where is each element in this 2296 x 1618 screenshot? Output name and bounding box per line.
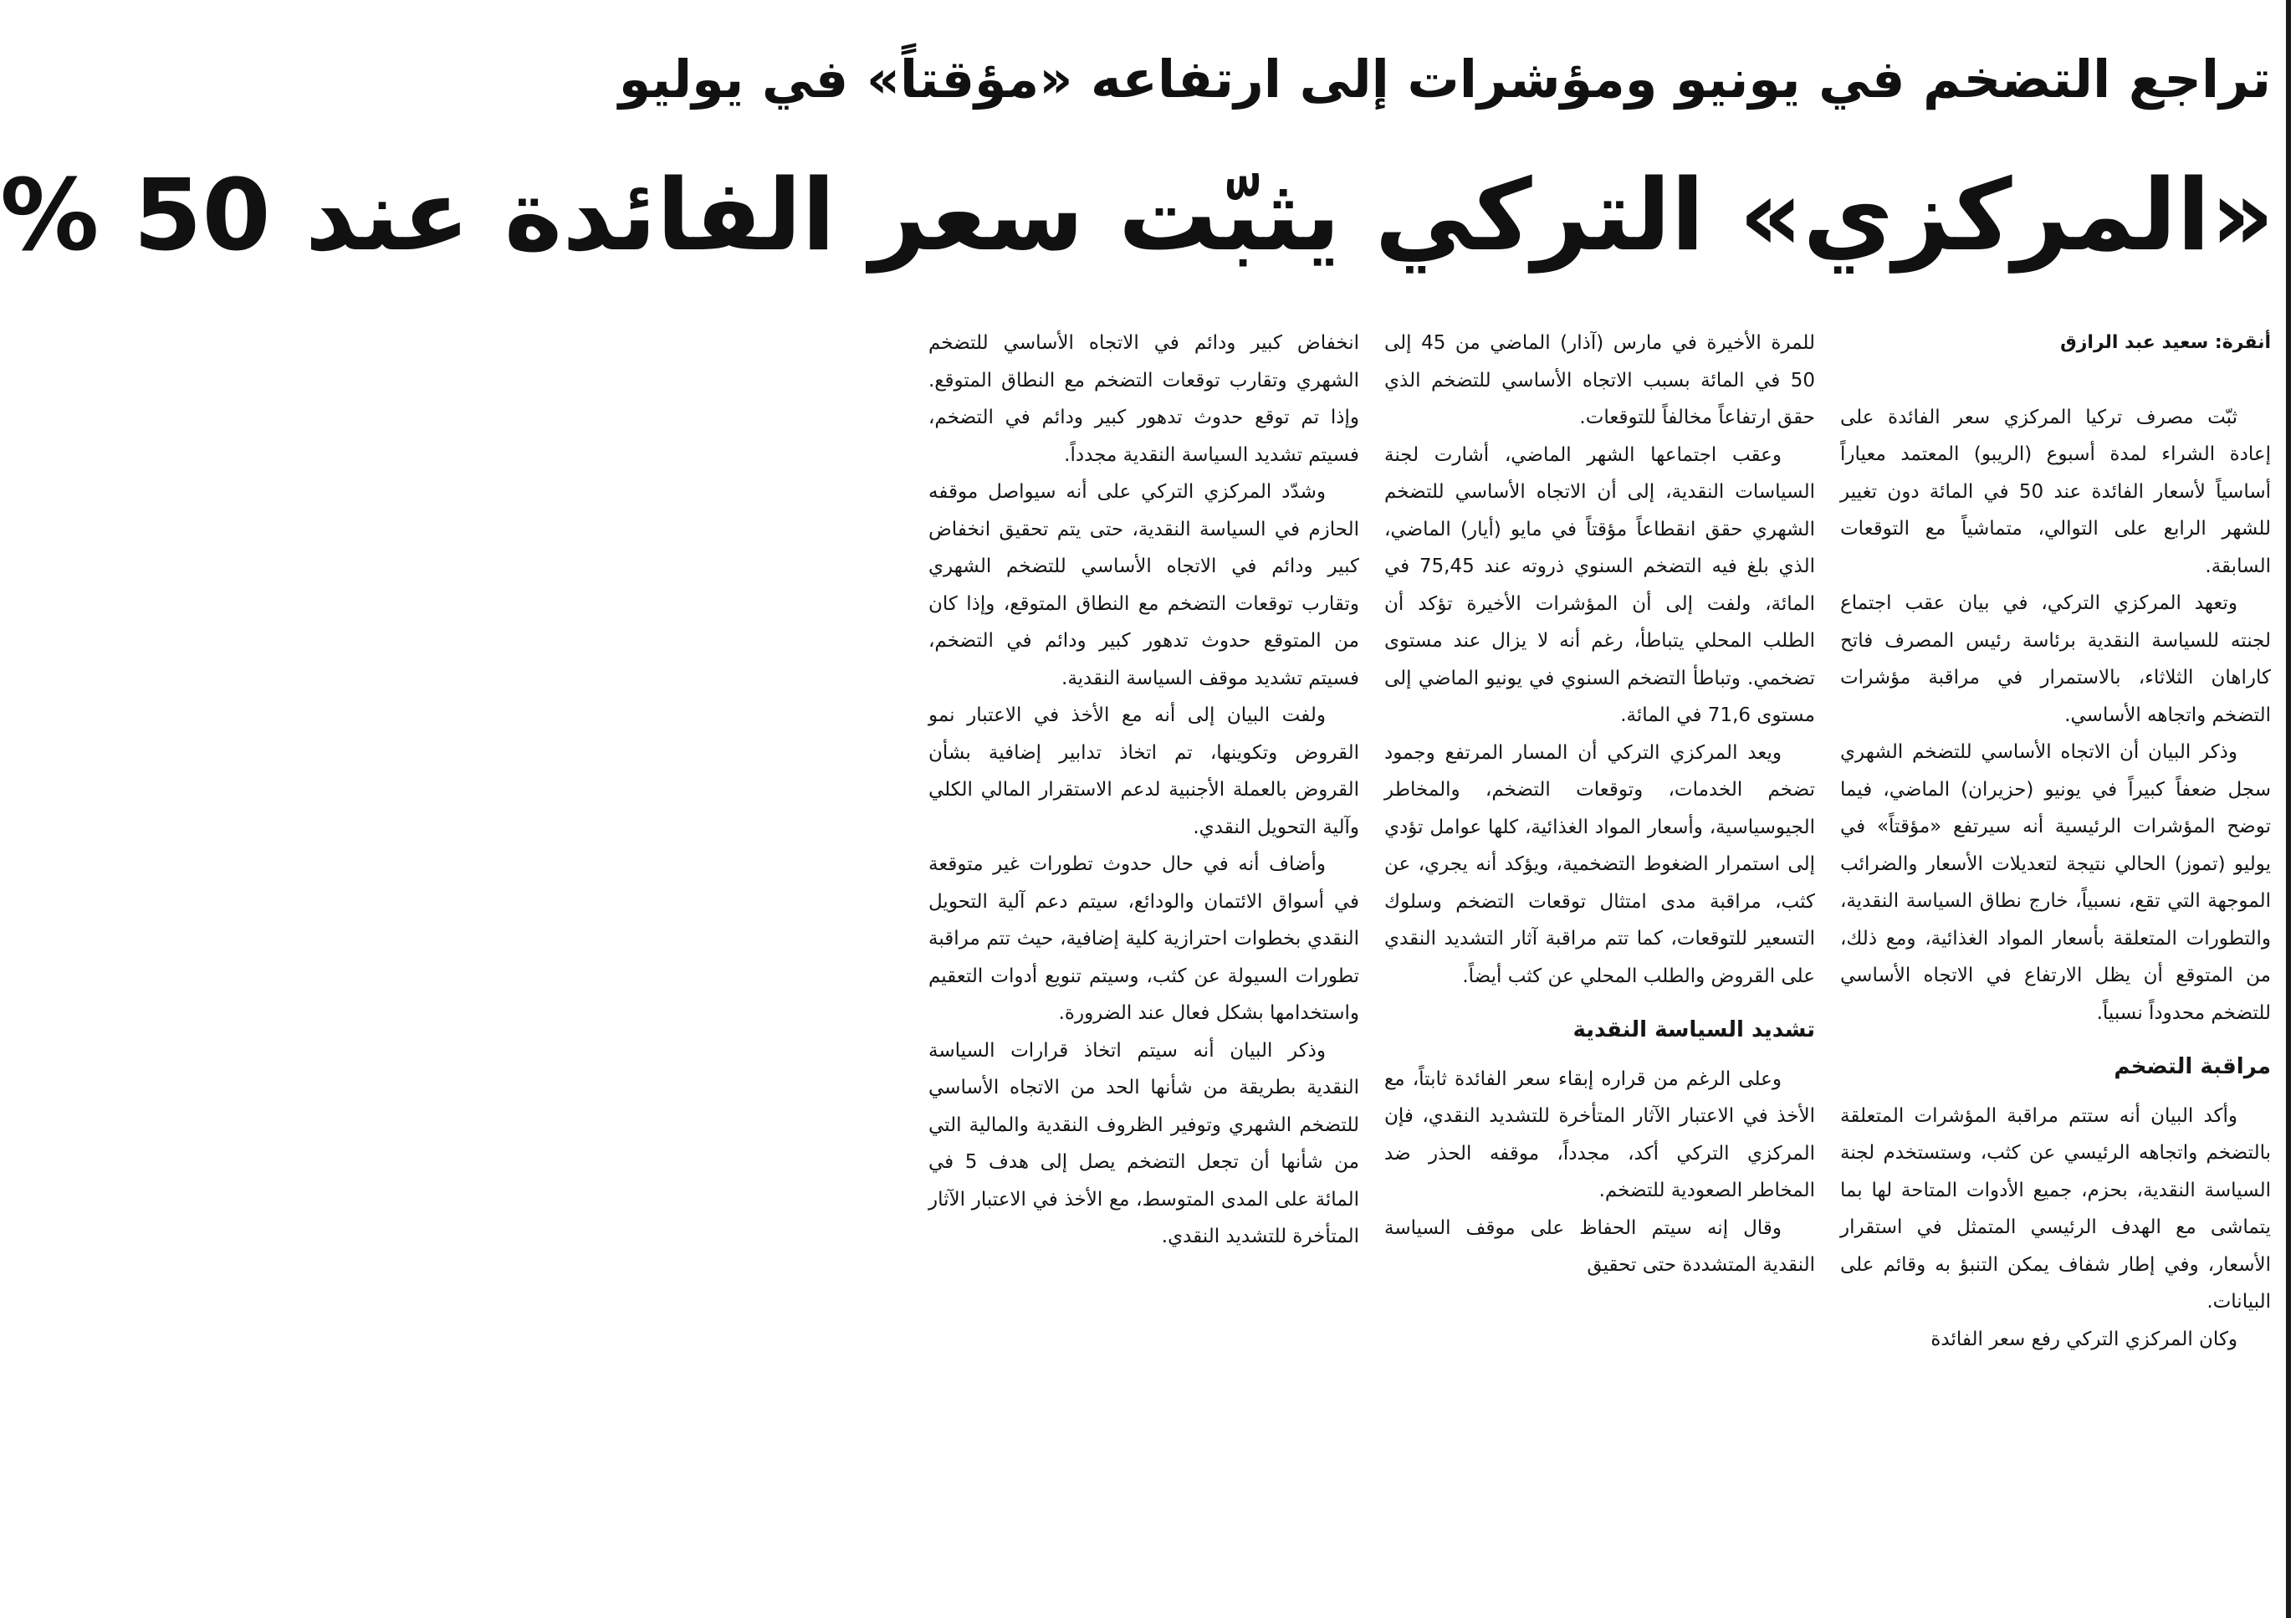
paragraph: للمرة الأخيرة في مارس (آذار) الماضي من 45 إلى 50 في المائة بسبب الاتجاه الأساسي للتضخم الذي حقق ارتفاعاً مخالفاً للتوقعات. [1384, 332, 1815, 428]
paragraph: ويعد المركزي التركي أن المسار المرتفع وجمود تضخم الخدمات، وتوقعات التضخم، والمخاطر الجيوسياسية، وأسعار المواد الغذائية، كلها عوامل تؤدي إلى استمرار الضغوط التضخمية، ويؤكد أنه يجري، عن كثب، مراقبة مدى امتثال توقعات التضخم وسلوك التسعير للتوقعات، كما تتم مراقبة آثار التشديد النقدي على القروض والطلب المحلي عن كثب أيضاً. [1384, 741, 1815, 987]
paragraph: ثبّت مصرف تركيا المركزي سعر الفائدة على إعادة الشراء لمدة أسبوع (الريبو) المعتمد معياراً أساسياً لأسعار الفائدة عند 50 في المائة دون تغيير للشهر الرابع على التوالي، متماشياً مع التوقعات السابقة. [1840, 406, 2271, 577]
paragraph: وأضاف أنه في حال حدوث تطورات غير متوقعة في أسواق الائتمان والودائع، سيتم دعم آلية التحويل النقدي بخطوات احترازية كلية إضافية، حيث تتم مراقبة تطورات السيولة عن كثب، وسيتم تنويع أدوات التعقيم واستخدامها بشكل فعال عند الضرورة. [928, 853, 1359, 1024]
paragraph: وشدّد المركزي التركي على أنه سيواصل موقفه الحازم في السياسة النقدية، حتى يتم تحقيق انخفاض كبير ودائم في الاتجاه الأساسي للتضخم الشهري وتقارب توقعات التضخم مع النطاق المتوقع، وإذا كان من المتوقع حدوث تدهور كبير ودائم في التضخم، فسيتم تشديد موقف السياسة النقدية. [928, 481, 1359, 689]
paragraph: وذكر البيان أنه سيتم اتخاذ قرارات السياسة النقدية بطريقة من شأنها الحد من الاتجاه الأساسي للتضخم الشهري وتوفير الظروف النقدية والمالية التي من شأنها أن تجعل التضخم يصل إلى هدف 5 في المائة على المدى المتوسط، مع الأخذ في الاعتبار الآثار المتأخرة للتشديد النقدي. [928, 1039, 1359, 1247]
paragraph: انخفاض كبير ودائم في الاتجاه الأساسي للتضخم الشهري وتقارب توقعات التضخم مع النطاق المتوقع. وإذا تم توقع حدوث تدهور كبير ودائم في التضخم، فسيتم تشديد السياسة النقدية مجدداً. [928, 332, 1359, 466]
kicker-headline: تراجع التضخم في يونيو ومؤشرات إلى ارتفاعه «مؤقتاً» في يوليو [618, 49, 2271, 110]
paragraph: وعقب اجتماعها الشهر الماضي، أشارت لجنة السياسات النقدية، إلى أن الاتجاه الأساسي للتضخم الشهري حقق انقطاعاً مؤقتاً في مايو (أيار) الماضي، الذي بلغ فيه التضخم السنوي ذروته عند 75,45 في المائة، ولفت إلى أن المؤشرات الأخيرة تؤكد أن الطلب المحلي يتباطأ، رغم أنه لا يزال عند مستوى تضخمي. وتباطأ التضخم السنوي في يونيو الماضي إلى مستوى 71,6 في المائة. [1384, 443, 1815, 726]
page-edge-rule [2286, 0, 2291, 1618]
paragraph: وكان المركزي التركي رفع سعر الفائدة [1930, 1328, 2237, 1350]
paragraph: وذكر البيان أن الاتجاه الأساسي للتضخم الشهري سجل ضعفاً كبيراً في يونيو (حزيران) الماضي، فيما توضح المؤشرات الرئيسية أنه سيرتفع «مؤقتاً» في يوليو (تموز) الحالي نتيجة لتعديلات الأسعار والضرائب الموجهة التي تقع، نسبياً، خارج نطاق السياسة النقدية، والتطورات المتعلقة بأسعار المواد الغذائية، ومع ذلك، من المتوقع أن يظل الارتفاع في الاتجاه الأساسي للتضخم محدوداً نسبياً. [1840, 741, 2271, 1024]
paragraph: وقال إنه سيتم الحفاظ على موقف السياسة النقدية المتشددة حتى تحقيق [1384, 1216, 1815, 1276]
paragraph: ولفت البيان إلى أنه مع الأخذ في الاعتبار نمو القروض وتكوينها، تم اتخاذ تدابير إضافية بشأن القروض بالعملة الأجنبية لدعم الاستقرار المالي الكلي وآلية التحويل النقدي. [928, 704, 1359, 838]
paragraph: وعلى الرغم من قراره إبقاء سعر الفائدة ثابتاً، مع الأخذ في الاعتبار الآثار المتأخرة للتشديد النقدي، فإن المركزي التركي أكد، مجدداً، موقفه الحذر ضد المخاطر الصعودية للتضخم. [1384, 1068, 1815, 1201]
subheading-monetary-tightening: تشديد السياسة النقدية [1572, 1017, 1815, 1042]
article-column-middle [1384, 325, 1815, 1596]
byline: أنقرة: سعيد عبد الرازق [2060, 332, 2271, 353]
article-column-left [928, 325, 1359, 1596]
subheading-inflation-monitoring: مراقبة التضخم [2114, 1054, 2271, 1079]
paragraph: وأكد البيان أنه ستتم مراقبة المؤشرات المتعلقة بالتضخم واتجاهه الرئيسي عن كثب، وستستخدم لجنة السياسة النقدية، بحزم، جميع الأدوات المتاحة لها بما يتماشى مع الهدف الرئيسي المتمثل في استقرار الأسعار، وفي إطار شفاف يمكن التنبؤ به وقائم على البيانات. [1840, 1104, 2271, 1313]
article-column-right [1840, 325, 2271, 1596]
main-headline: «المركزي» التركي يثبّت سعر الفائدة عند 50 % [0, 157, 2274, 273]
paragraph: وتعهد المركزي التركي، في بيان عقب اجتماع لجنته للسياسة النقدية برئاسة رئيس المصرف فاتح كاراهان الثلاثاء، بالاستمرار في مراقبة مؤشرات التضخم واتجاهه الأساسي. [1840, 592, 2271, 726]
